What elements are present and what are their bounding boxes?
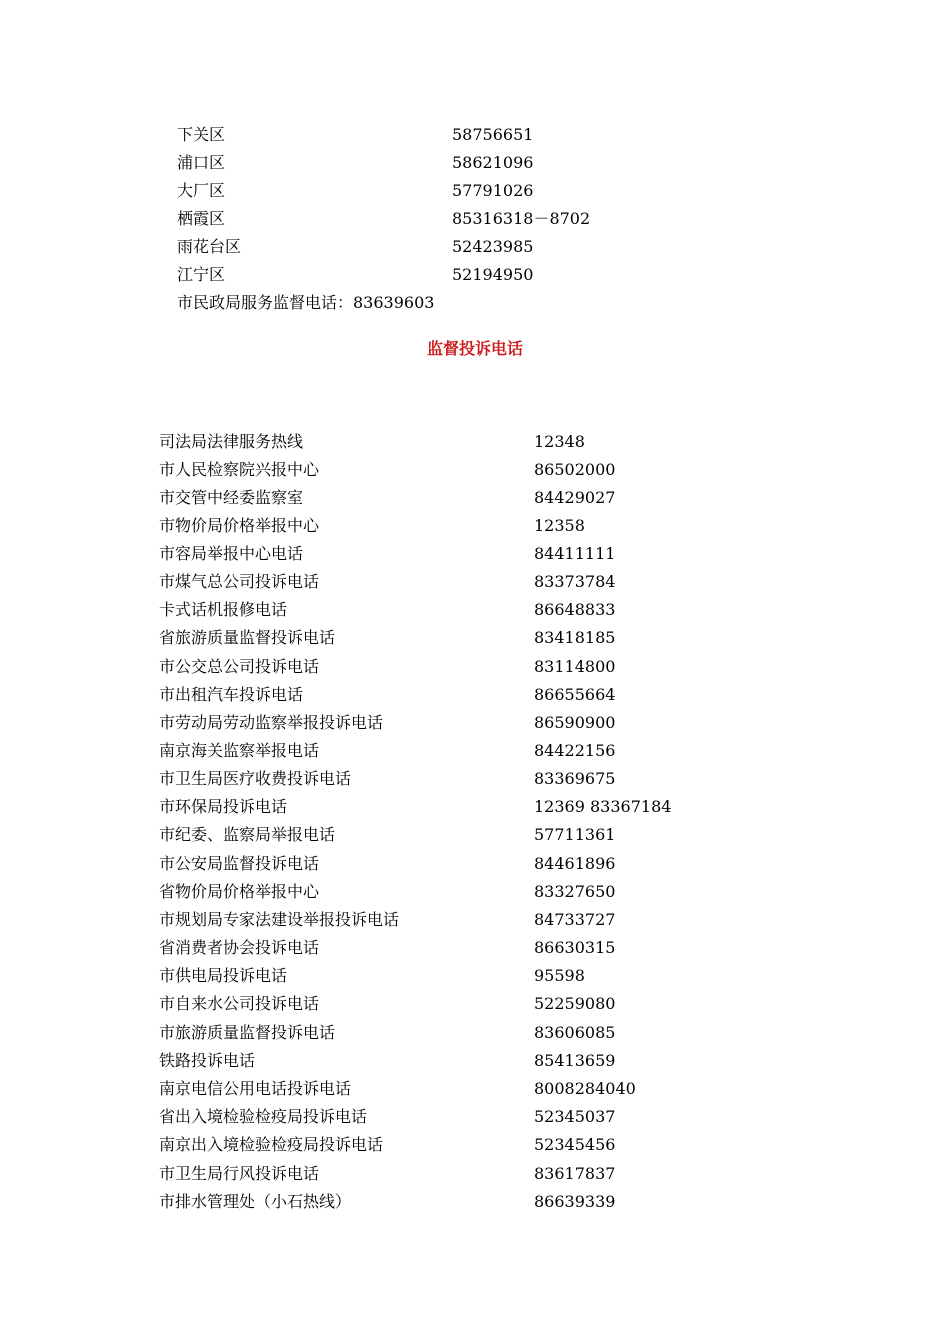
hotline-name: 司法局法律服务热线 [159, 432, 304, 451]
district-phone: 58621096 [452, 153, 534, 172]
hotline-name: 省物价局价格举报中心 [159, 882, 320, 901]
hotline-name: 南京海关监察举报电话 [159, 741, 320, 760]
hotline-phone: 86655664 [534, 685, 616, 704]
hotline-name: 市排水管理处（小石热线） [159, 1192, 352, 1211]
district-name: 浦口区 [177, 153, 226, 172]
hotline-phone: 86648833 [534, 600, 616, 619]
hotline-name: 南京出入境检验检疫局投诉电话 [159, 1135, 384, 1154]
hotline-name: 市公安局监督投诉电话 [159, 854, 320, 873]
hotline-name: 市供电局投诉电话 [159, 966, 288, 985]
hotline-phone: 83114800 [534, 657, 616, 676]
hotline-phone: 86590900 [534, 713, 616, 732]
hotline-phone: 83369675 [534, 769, 616, 788]
section-title: 监督投诉电话 [426, 339, 523, 358]
district-name: 下关区 [177, 125, 226, 144]
hotline-name: 市人民检察院兴报中心 [159, 460, 320, 479]
hotline-name: 市公交总公司投诉电话 [159, 657, 320, 676]
hotline-phone: 86639339 [534, 1192, 616, 1211]
hotline-phone: 12358 [534, 516, 585, 535]
hotline-phone: 12369 83367184 [534, 797, 672, 816]
district-name: 栖霞区 [177, 209, 226, 228]
hotline-phone: 57711361 [534, 825, 616, 844]
district-phone: 52423985 [452, 237, 534, 256]
hotline-name: 市劳动局劳动监察举报投诉电话 [159, 713, 384, 732]
hotline-phone: 83617837 [534, 1164, 616, 1183]
hotline-name: 市规划局专家法建设举报投诉电话 [159, 910, 400, 929]
hotline-name: 市卫生局医疗收费投诉电话 [159, 769, 352, 788]
hotline-phone: 84461896 [534, 854, 616, 873]
hotline-name: 铁路投诉电话 [159, 1051, 256, 1070]
hotline-phone: 84411111 [534, 544, 616, 563]
hotline-name: 市旅游质量监督投诉电话 [159, 1023, 336, 1042]
hotline-name: 市纪委、监察局举报电话 [159, 825, 336, 844]
district-phone: 57791026 [452, 181, 534, 200]
hotline-name: 市容局举报中心电话 [159, 544, 304, 563]
hotline-phone: 52259080 [534, 994, 616, 1013]
hotline-phone: 85413659 [534, 1051, 616, 1070]
hotline-name: 省消费者协会投诉电话 [159, 938, 320, 957]
hotline-phone: 83418185 [534, 628, 616, 647]
district-phone: 58756651 [452, 125, 534, 144]
hotline-phone: 52345456 [534, 1135, 616, 1154]
hotline-name: 市环保局投诉电话 [159, 797, 288, 816]
hotline-name: 南京电信公用电话投诉电话 [159, 1079, 352, 1098]
hotline-phone: 86630315 [534, 938, 616, 957]
hotline-name: 市卫生局行风投诉电话 [159, 1164, 320, 1183]
district-phone: 85316318－8702 [452, 209, 591, 228]
hotline-name: 市出租汽车投诉电话 [159, 685, 304, 704]
hotline-phone: 83373784 [534, 572, 616, 591]
hotline-phone: 52345037 [534, 1107, 616, 1126]
hotline-phone: 84429027 [534, 488, 616, 507]
hotline-name: 省旅游质量监督投诉电话 [159, 628, 336, 647]
hotline-phone: 12348 [534, 432, 585, 451]
hotline-phone: 84422156 [534, 741, 616, 760]
district-name: 雨花台区 [177, 237, 242, 256]
supervision-note: 市民政局服务监督电话：83639603 [177, 293, 435, 312]
district-name: 大厂区 [177, 181, 226, 200]
hotline-name: 市自来水公司投诉电话 [159, 994, 320, 1013]
hotline-phone: 83606085 [534, 1023, 616, 1042]
district-phone: 52194950 [452, 265, 534, 284]
hotline-phone: 86502000 [534, 460, 616, 479]
hotline-name: 市交管中经委监察室 [159, 488, 304, 507]
hotline-phone: 84733727 [534, 910, 616, 929]
hotline-phone: 95598 [534, 966, 585, 985]
district-name: 江宁区 [177, 265, 226, 284]
hotline-phone: 83327650 [534, 882, 616, 901]
hotline-name: 市物价局价格举报中心 [159, 516, 320, 535]
hotline-name: 卡式话机报修电话 [159, 600, 288, 619]
hotline-phone: 8008284040 [534, 1079, 636, 1098]
hotline-name: 市煤气总公司投诉电话 [159, 572, 320, 591]
hotline-name: 省出入境检验检疫局投诉电话 [159, 1107, 368, 1126]
